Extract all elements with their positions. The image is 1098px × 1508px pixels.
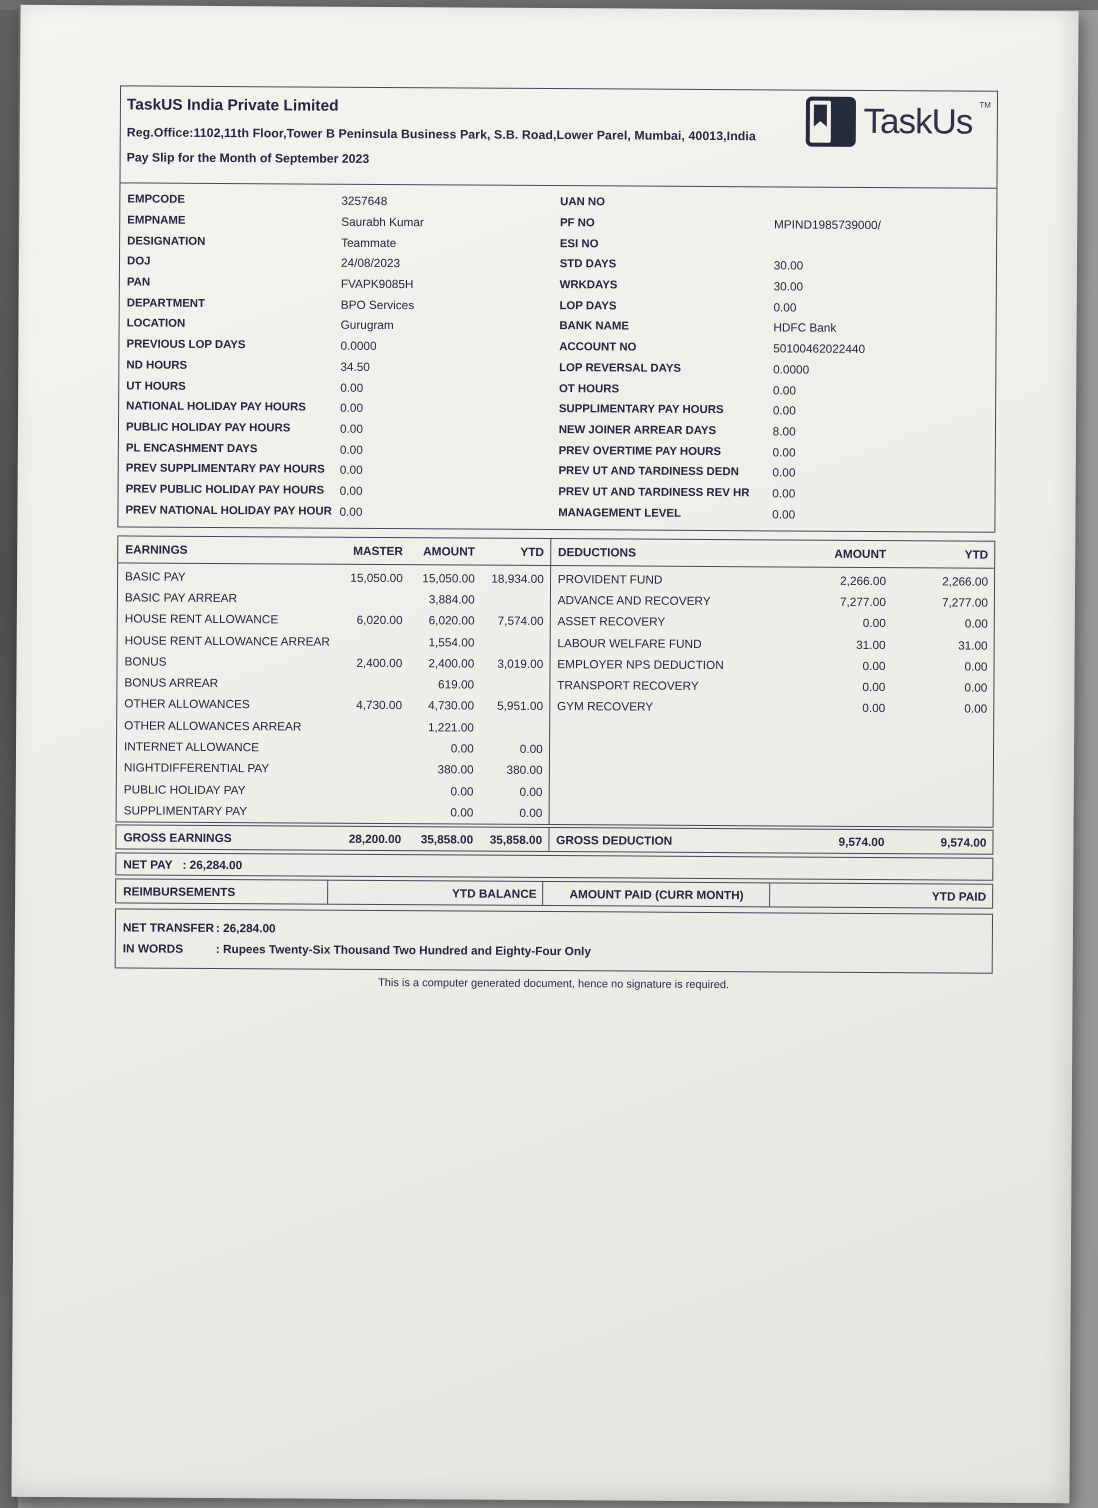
- deduction-amount: 0.00: [862, 701, 886, 716]
- employee-field: [119, 417, 552, 440]
- deduction-amount: 31.00: [856, 637, 886, 652]
- deduction-name: GYM RECOVERY: [556, 699, 654, 715]
- employee-field: [552, 420, 995, 443]
- deduction-row: [550, 675, 993, 699]
- field-label: PREVIOUS LOP DAYS: [126, 338, 246, 352]
- field-value: 0.0000: [773, 362, 810, 377]
- field-label: ND HOURS: [126, 359, 188, 372]
- deduction-amount: 0.00: [862, 680, 886, 695]
- field-label: BANK NAME: [559, 320, 629, 333]
- field-value: 0.00: [772, 382, 796, 398]
- deduction-amount: 0.00: [862, 616, 886, 631]
- field-value: 0.00: [772, 403, 796, 418]
- earning-amount: 0.00: [450, 741, 474, 756]
- ytd-paid-label: YTD PAID: [931, 888, 987, 904]
- in-words-row: [116, 937, 992, 963]
- earning-name: INTERNET ALLOWANCE: [123, 739, 260, 755]
- earning-ytd: 7,574.00: [497, 613, 544, 629]
- field-label: NEW JOINER ARREAR DAYS: [558, 423, 717, 437]
- earning-amount: 0.00: [450, 784, 474, 799]
- employee-field: [552, 358, 995, 381]
- field-label: NATIONAL HOLIDAY PAY HOURS: [126, 400, 306, 414]
- payslip-title: Pay Slip for the Month of September 2023: [126, 150, 370, 166]
- deduction-amount: 7,277.00: [839, 594, 886, 610]
- employee-field: [553, 233, 996, 256]
- field-value: HDFC Bank: [773, 320, 837, 336]
- payslip-document: [115, 85, 998, 992]
- earnings-row: [118, 629, 550, 653]
- field-label: DESIGNATION: [127, 235, 206, 248]
- amount-column-title: AMOUNT: [423, 544, 476, 559]
- field-value: 0.00: [340, 400, 364, 416]
- earnings-row: [118, 565, 550, 589]
- earning-ytd: 5,951.00: [497, 699, 544, 714]
- taskus-logo-icon: [804, 96, 856, 148]
- trademark-symbol: TM: [979, 100, 991, 110]
- earnings-row: [117, 693, 549, 717]
- taskus-logo-wordmark: TaskUs: [863, 101, 973, 142]
- field-label: EMPCODE: [127, 193, 186, 207]
- net-pay-row: [115, 852, 993, 880]
- field-value: 30.00: [773, 258, 804, 273]
- field-value: FVAPK9085H: [340, 276, 414, 292]
- employee-field: [552, 337, 995, 360]
- deduction-row: [550, 696, 993, 720]
- earnings-row: [117, 714, 549, 738]
- company-address: Reg.Office:1102,11th Floor,Tower B Peninsula Business Park, S.B. Road,Lower Parel, Mumbai, 40013,India: [126, 125, 756, 144]
- gross-earnings-ytd: 35,858.00: [489, 832, 543, 847]
- employee-field: [553, 192, 996, 215]
- payslip-header: [119, 85, 998, 187]
- field-label: PL ENCASHMENT DAYS: [125, 442, 258, 455]
- earning-amount: 1,221.00: [427, 720, 474, 735]
- gross-earnings-master: 28,200.00: [348, 831, 402, 846]
- field-value: 34.50: [340, 359, 370, 374]
- gross-earnings-label: GROSS EARNINGS: [123, 829, 232, 845]
- field-value: 30.00: [773, 279, 804, 294]
- employee-field: [552, 440, 995, 463]
- field-value: 0.00: [773, 300, 797, 315]
- company-name: TaskUS India Private Limited: [126, 96, 339, 115]
- deduction-amount: 0.00: [862, 658, 886, 673]
- table-body: [117, 563, 995, 826]
- employee-field: [119, 334, 552, 357]
- master-column-title: MASTER: [353, 543, 404, 559]
- deduction-row: [551, 568, 994, 592]
- earnings-row: [117, 672, 549, 696]
- earning-amount: 380.00: [437, 762, 474, 777]
- earning-master: 4,730.00: [356, 698, 403, 713]
- field-value: [774, 245, 996, 246]
- employee-field: [119, 396, 552, 419]
- employee-field: [119, 479, 552, 502]
- field-value: MPIND1985739000/: [773, 217, 881, 233]
- field-label: PREV UT AND TARDINESS DEDN: [558, 465, 739, 479]
- earnings-deductions-table: [116, 535, 996, 827]
- in-words-label: IN WORDS: [122, 940, 184, 956]
- deduction-ytd: 0.00: [964, 680, 988, 695]
- earning-master: 15,050.00: [350, 570, 403, 585]
- employee-field: [119, 458, 552, 481]
- field-label: STD DAYS: [559, 258, 617, 271]
- deduction-row: [550, 653, 993, 677]
- field-label: PREV PUBLIC HOLIDAY PAY HOURS: [125, 483, 325, 497]
- field-value: 0.00: [772, 444, 796, 460]
- earning-amount: 15,050.00: [422, 570, 475, 586]
- net-pay-value: : 26,284.00: [182, 857, 243, 872]
- earning-ytd: 0.00: [519, 805, 543, 820]
- field-value: 0.00: [339, 463, 363, 478]
- field-label: DOJ: [126, 255, 151, 268]
- field-value: 8.00: [772, 424, 796, 439]
- earning-name: OTHER ALLOWANCES ARREAR: [124, 718, 302, 734]
- field-label: LOP REVERSAL DAYS: [559, 361, 682, 375]
- reimbursements-row: [115, 878, 993, 908]
- amount-paid-label: AMOUNT PAID (CURR MONTH): [544, 882, 771, 906]
- employee-field: [552, 316, 995, 339]
- field-value: 3257648: [341, 194, 388, 209]
- deduction-name: ADVANCE AND RECOVERY: [557, 593, 711, 608]
- field-label: UT HOURS: [126, 379, 186, 393]
- net-transfer-label: NET TRANSFER: [122, 919, 215, 935]
- deduction-amount-column-title: AMOUNT: [834, 546, 887, 562]
- employee-field: [551, 482, 994, 505]
- net-pay-label: NET PAY: [123, 856, 173, 872]
- deduction-name: ASSET RECOVERY: [557, 614, 666, 629]
- field-value: 0.00: [772, 486, 796, 501]
- employee-info-section: [117, 182, 997, 532]
- deductions-header: [551, 539, 994, 568]
- field-label: MANAGEMENT LEVEL: [558, 506, 682, 520]
- earnings-header: [118, 536, 551, 565]
- earning-ytd: 3,019.00: [497, 656, 544, 671]
- employee-field: [552, 399, 995, 422]
- earning-name: BASIC PAY: [125, 569, 186, 584]
- employee-info-left-column: [118, 189, 553, 523]
- field-value: 0.00: [340, 380, 364, 395]
- earning-ytd: 18,934.00: [491, 571, 544, 586]
- deduction-ytd: 0.00: [964, 616, 988, 631]
- earning-ytd: 0.00: [519, 784, 543, 799]
- field-label: SUPPLIMENTARY PAY HOURS: [558, 403, 724, 417]
- field-label: OT HOURS: [558, 382, 620, 395]
- field-value: Gurugram: [340, 318, 394, 333]
- gross-deduction: [549, 828, 992, 854]
- earning-name: HOUSE RENT ALLOWANCE: [124, 611, 279, 627]
- deduction-row: [551, 589, 994, 613]
- earnings-row: [117, 757, 549, 781]
- employee-field: [120, 293, 553, 316]
- employee-field: [119, 438, 552, 461]
- earning-ytd: 0.00: [519, 741, 543, 757]
- field-label: PF NO: [559, 217, 595, 230]
- field-label: ESI NO: [559, 237, 599, 251]
- field-label: PREV SUPPLIMENTARY PAY HOURS: [125, 462, 325, 476]
- computer-generated-note: This is a computer generated document, hence no signature is required.: [378, 976, 730, 992]
- field-label: PUBLIC HOLIDAY PAY HOURS: [125, 421, 291, 435]
- earnings-row: [117, 800, 549, 824]
- deduction-name: PROVIDENT FUND: [557, 571, 663, 587]
- earning-name: HOUSE RENT ALLOWANCE ARREAR: [124, 632, 330, 649]
- employee-field: [553, 275, 996, 298]
- earning-amount: 619.00: [438, 677, 475, 692]
- field-value: [774, 204, 996, 205]
- employee-field: [551, 502, 994, 525]
- field-value: 0.00: [339, 483, 363, 498]
- ytd-balance-label: YTD BALANCE: [328, 881, 544, 905]
- reimbursements-label: REIMBURSEMENTS: [116, 879, 328, 903]
- field-label: PREV UT AND TARDINESS REV HR: [558, 486, 750, 500]
- field-label: DEPARTMENT: [126, 297, 206, 310]
- field-label: UAN NO: [560, 196, 606, 209]
- earning-name: BONUS: [124, 654, 167, 669]
- deduction-ytd: 7,277.00: [941, 595, 988, 610]
- gross-earnings: [116, 825, 549, 851]
- gross-earnings-amount: 35,858.00: [420, 831, 474, 847]
- employee-field: [119, 376, 552, 399]
- earning-amount: 2,400.00: [428, 656, 475, 671]
- field-value: Teammate: [341, 235, 397, 250]
- field-label: WRKDAYS: [559, 279, 618, 292]
- employee-field: [120, 189, 553, 212]
- payslip-paper: [11, 5, 1078, 1503]
- employee-field: [553, 254, 996, 277]
- field-label: LOCATION: [126, 317, 186, 331]
- field-value: 0.00: [772, 507, 796, 522]
- earning-amount: 1,554.00: [428, 634, 475, 650]
- earning-name: SUPPLIMENTARY PAY: [123, 803, 248, 819]
- taskus-logo: [804, 96, 991, 149]
- gross-deduction-amount: 9,574.00: [838, 834, 885, 849]
- net-transfer-section: [115, 908, 993, 973]
- earning-ytd: 380.00: [506, 763, 543, 778]
- deductions-column-title: DEDUCTIONS: [557, 545, 637, 560]
- employee-field: [551, 461, 994, 484]
- field-value: 24/08/2023: [340, 256, 401, 271]
- earnings-column-title: EARNINGS: [125, 542, 188, 557]
- employee-field: [120, 272, 553, 295]
- gross-total-row: [115, 824, 993, 854]
- field-value: Saurabh Kumar: [341, 214, 424, 230]
- net-transfer-value: : 26,284.00: [215, 920, 276, 935]
- field-value: 0.00: [339, 442, 363, 457]
- deduction-ytd: 2,266.00: [942, 574, 989, 589]
- earnings-rows: [117, 563, 551, 824]
- earning-name: BASIC PAY ARREAR: [124, 590, 238, 606]
- deduction-row: [550, 611, 993, 635]
- employee-field: [553, 213, 996, 236]
- employee-field: [120, 314, 553, 337]
- deduction-amount: 2,266.00: [840, 573, 887, 588]
- deduction-ytd: 31.00: [958, 638, 988, 653]
- earning-amount: 3,884.00: [428, 592, 475, 607]
- in-words-value: : Rupees Twenty-Six Thousand Two Hundred and Eighty-Four Only: [215, 941, 591, 958]
- employee-field: [120, 231, 553, 254]
- deduction-rows: [549, 566, 994, 827]
- deduction-ytd-column-title: YTD: [964, 547, 989, 562]
- earnings-row: [117, 736, 549, 760]
- deduction-name: TRANSPORT RECOVERY: [557, 678, 699, 694]
- field-value: BPO Services: [340, 297, 415, 312]
- employee-info-right-column: [551, 192, 996, 526]
- employee-field: [119, 355, 552, 378]
- earnings-row: [117, 778, 549, 802]
- earning-master: 2,400.00: [356, 655, 403, 670]
- employee-field: [552, 295, 995, 318]
- field-label: ACCOUNT NO: [559, 341, 637, 354]
- employee-field: [552, 378, 995, 401]
- earning-amount: 0.00: [450, 805, 474, 820]
- deduction-row: [550, 632, 993, 656]
- ytd-column-title: YTD: [520, 544, 545, 559]
- gross-deduction-ytd: 9,574.00: [940, 834, 987, 850]
- deduction-name: LABOUR WELFARE FUND: [557, 635, 702, 651]
- earning-name: OTHER ALLOWANCES: [124, 696, 250, 712]
- field-label: EMPNAME: [127, 214, 186, 227]
- field-label: LOP DAYS: [559, 299, 617, 313]
- employee-field: [120, 251, 553, 274]
- gross-deduction-label: GROSS DEDUCTION: [556, 832, 673, 848]
- field-value: 0.0000: [340, 338, 377, 354]
- earning-name: PUBLIC HOLIDAY PAY: [123, 782, 246, 797]
- field-label: PREV NATIONAL HOLIDAY PAY HOUR: [125, 504, 332, 518]
- earning-name: BONUS ARREAR: [124, 675, 219, 691]
- earning-amount: 6,020.00: [428, 613, 475, 628]
- field-value: 0.00: [339, 421, 363, 436]
- earning-name: NIGHTDIFFERENTIAL PAY: [123, 760, 270, 776]
- field-label: PAN: [126, 276, 151, 289]
- earnings-row: [118, 587, 550, 611]
- deduction-ytd: 0.00: [964, 659, 988, 674]
- earning-amount: 4,730.00: [428, 698, 475, 713]
- earning-master: 6,020.00: [356, 613, 403, 628]
- employee-field: [118, 500, 551, 523]
- earnings-row: [118, 608, 550, 632]
- employee-field: [120, 210, 553, 233]
- deduction-ytd: 0.00: [964, 701, 988, 717]
- field-value: 0.00: [772, 465, 796, 480]
- deduction-name: EMPLOYER NPS DEDUCTION: [557, 656, 724, 672]
- field-value: 0.00: [339, 504, 363, 519]
- field-label: PREV OVERTIME PAY HOURS: [558, 444, 722, 458]
- earnings-row: [117, 651, 549, 675]
- field-value: 50100462022440: [773, 341, 866, 357]
